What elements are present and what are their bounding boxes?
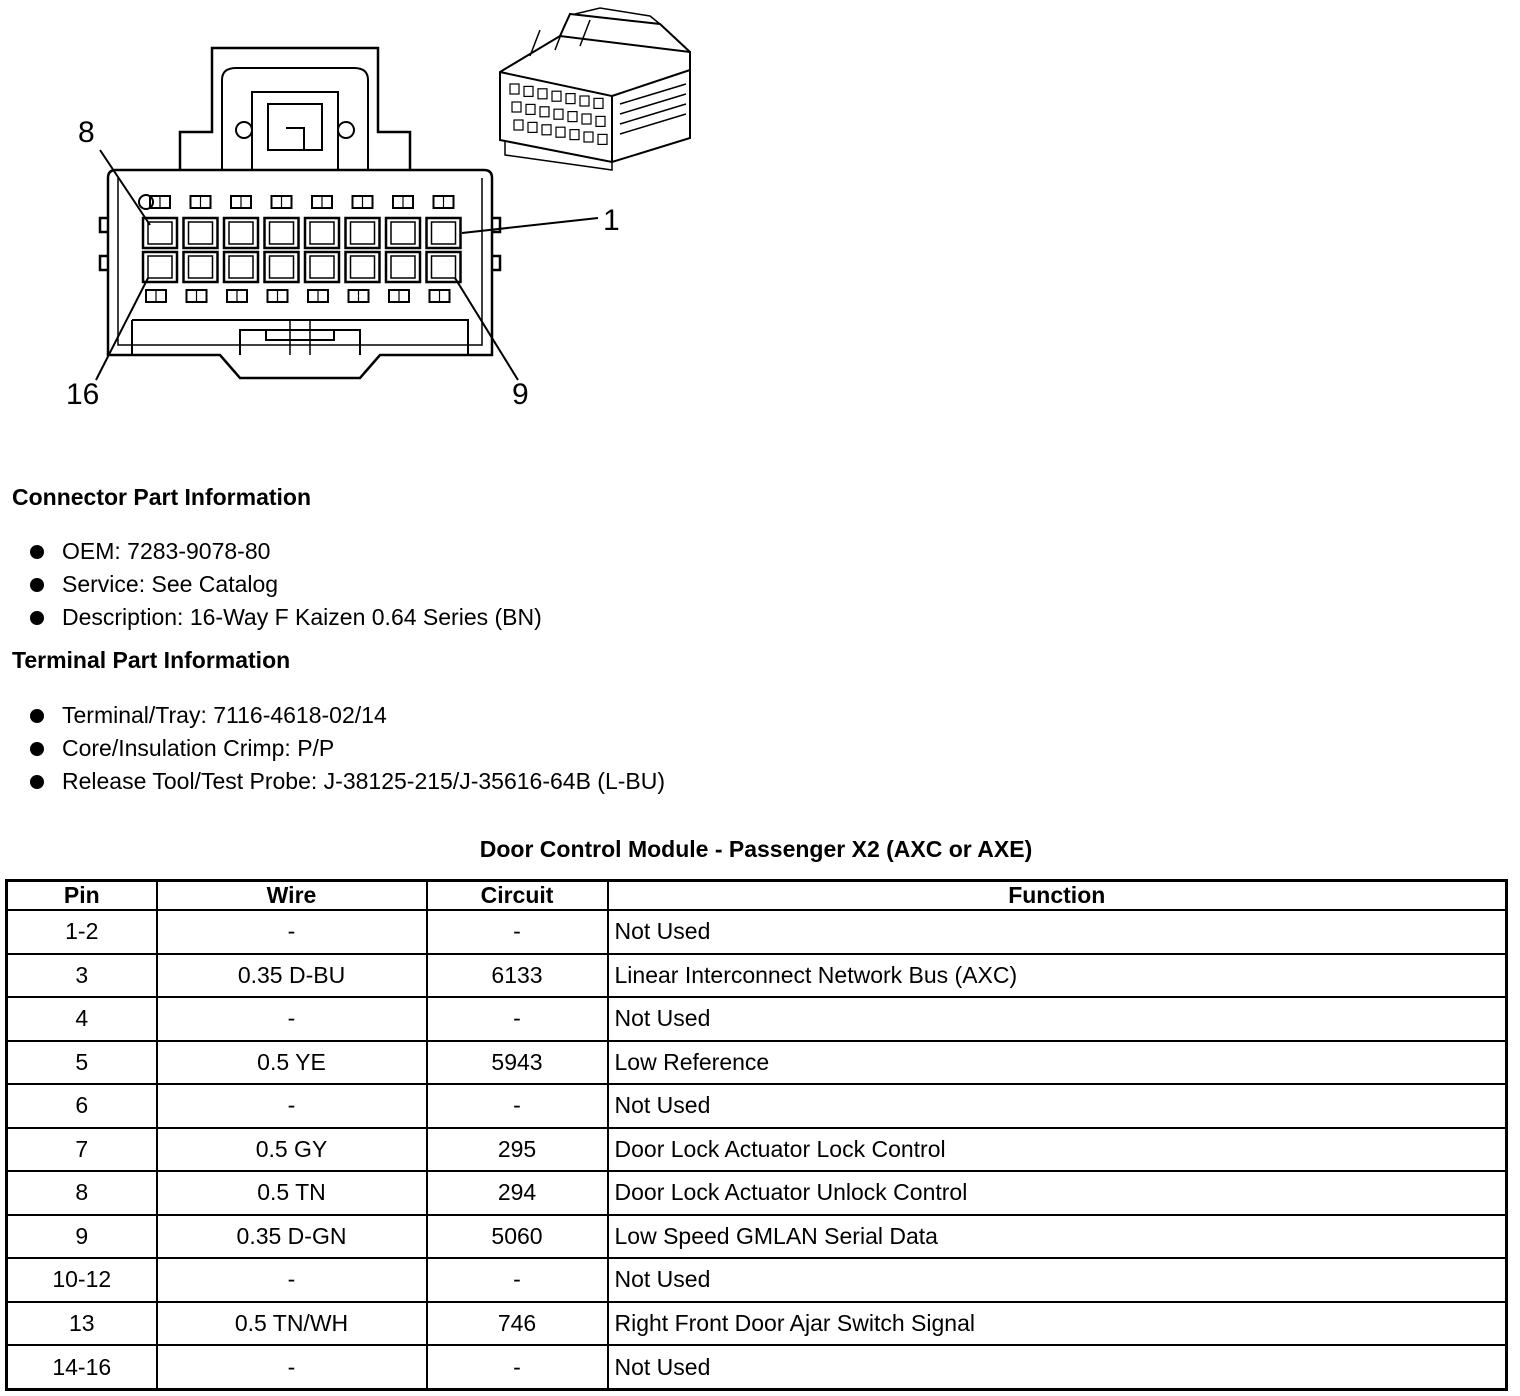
pin-cell: 8 [7, 1171, 157, 1215]
column-header-circuit: Circuit [427, 881, 608, 911]
list-item [30, 765, 665, 798]
wire-cell: 0.5 TN [157, 1171, 427, 1215]
wire-cell: 0.35 D-BU [157, 954, 427, 998]
bullet-icon [30, 775, 44, 789]
connector-info-list [30, 535, 542, 634]
function-cell: Not Used [608, 997, 1507, 1041]
pin-cell: 4 [7, 997, 157, 1041]
table-row [7, 1302, 1507, 1346]
table-row [7, 997, 1507, 1041]
circuit-cell: - [427, 1084, 608, 1128]
circuit-cell: - [427, 1258, 608, 1302]
bullet-icon [30, 709, 44, 723]
table-header-row [7, 881, 1507, 911]
connector-info-description: Description: 16-Way F Kaizen 0.64 Series (BN) [62, 604, 542, 630]
pin-cell: 3 [7, 954, 157, 998]
table-caption: Door Control Module - Passenger X2 (AXC or AXE) [479, 836, 1033, 862]
pin-cell: 14-16 [7, 1345, 157, 1389]
table-row [7, 1128, 1507, 1172]
circuit-cell: 6133 [427, 954, 608, 998]
function-cell: Linear Interconnect Network Bus (AXC) [608, 954, 1507, 998]
pin-cell: 6 [7, 1084, 157, 1128]
list-item [30, 732, 665, 765]
table-row [7, 1041, 1507, 1085]
wire-cell: 0.5 YE [157, 1041, 427, 1085]
connector-3d-thumbnail [500, 8, 690, 170]
pin-label-1: 1 [603, 204, 620, 237]
connector-face-diagram [0, 0, 760, 440]
function-cell: Right Front Door Ajar Switch Signal [608, 1302, 1507, 1346]
terminal-info-list [30, 699, 665, 798]
connector-info-oem: OEM: 7283-9078-80 [62, 538, 271, 564]
function-cell: Not Used [608, 1345, 1507, 1389]
table-row [7, 1345, 1507, 1389]
connector-info-service: Service: See Catalog [62, 571, 279, 597]
circuit-cell: 294 [427, 1171, 608, 1215]
column-header-pin: Pin [7, 881, 157, 911]
terminal-info-heading: Terminal Part Information [12, 647, 291, 673]
column-header-wire: Wire [157, 881, 427, 911]
list-item [30, 568, 542, 601]
wire-cell: - [157, 1084, 427, 1128]
table-row [7, 1171, 1507, 1215]
pin-label-16: 16 [66, 378, 100, 411]
table-row [7, 1084, 1507, 1128]
circuit-cell: 295 [427, 1128, 608, 1172]
wire-cell: 0.35 D-GN [157, 1215, 427, 1259]
table-row [7, 1215, 1507, 1259]
terminal-info-crimp: Core/Insulation Crimp: P/P [62, 735, 335, 761]
pin-label-9: 9 [512, 378, 529, 411]
bullet-icon [30, 545, 44, 559]
list-item [30, 601, 542, 634]
pin-cell: 1-2 [7, 910, 157, 954]
circuit-cell: 5943 [427, 1041, 608, 1085]
wire-cell: 0.5 TN/WH [157, 1302, 427, 1346]
table-row [7, 1258, 1507, 1302]
terminal-info-tray: Terminal/Tray: 7116-4618-02/14 [62, 702, 387, 728]
function-cell: Not Used [608, 1258, 1507, 1302]
table-row [7, 954, 1507, 998]
function-cell: Low Speed GMLAN Serial Data [608, 1215, 1507, 1259]
wire-cell: - [157, 1258, 427, 1302]
pin-cell: 13 [7, 1302, 157, 1346]
pin-cell: 9 [7, 1215, 157, 1259]
function-cell: Door Lock Actuator Lock Control [608, 1128, 1507, 1172]
circuit-cell: - [427, 997, 608, 1041]
column-header-function: Function [608, 881, 1507, 911]
circuit-cell: - [427, 910, 608, 954]
list-item [30, 535, 542, 568]
function-cell: Door Lock Actuator Unlock Control [608, 1171, 1507, 1215]
bullet-icon [30, 578, 44, 592]
function-cell: Low Reference [608, 1041, 1507, 1085]
table-row [7, 910, 1507, 954]
wire-cell: - [157, 910, 427, 954]
pin-cell: 5 [7, 1041, 157, 1085]
pin-cell: 7 [7, 1128, 157, 1172]
pinout-table [5, 879, 1508, 1391]
circuit-cell: - [427, 1345, 608, 1389]
function-cell: Not Used [608, 910, 1507, 954]
wire-cell: 0.5 GY [157, 1128, 427, 1172]
terminal-info-release-tool: Release Tool/Test Probe: J-38125-215/J-35616-64B (L-BU) [62, 768, 666, 794]
list-item [30, 699, 665, 732]
bullet-icon [30, 742, 44, 756]
connector-info-heading: Connector Part Information [12, 484, 312, 510]
pin-label-8: 8 [78, 116, 95, 149]
pin-cell: 10-12 [7, 1258, 157, 1302]
bullet-icon [30, 611, 44, 625]
circuit-cell: 5060 [427, 1215, 608, 1259]
wire-cell: - [157, 1345, 427, 1389]
function-cell: Not Used [608, 1084, 1507, 1128]
wire-cell: - [157, 997, 427, 1041]
circuit-cell: 746 [427, 1302, 608, 1346]
